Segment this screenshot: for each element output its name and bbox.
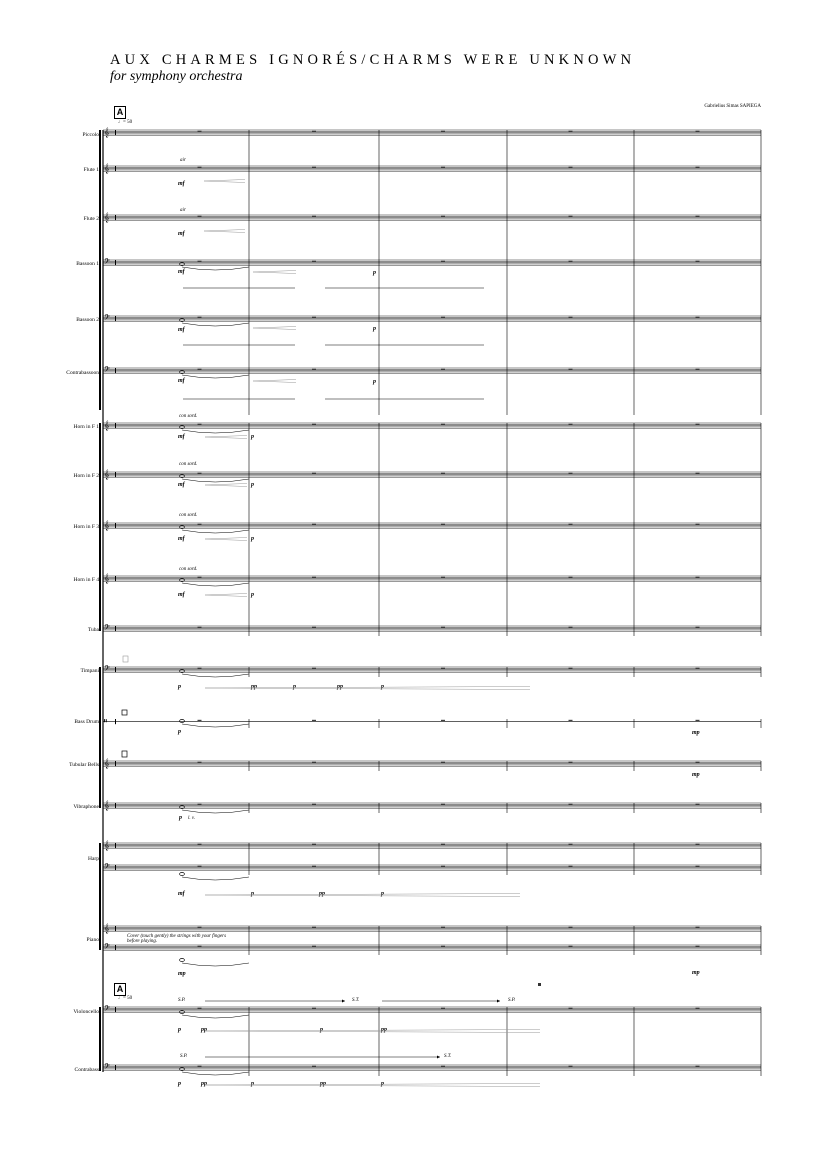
- tie-bass-drum: [182, 724, 249, 727]
- dynamic-bassoon-1: mf: [178, 269, 185, 275]
- dynamic-vibraphone: p: [179, 815, 182, 821]
- dynamic-timpani-1: p: [178, 684, 181, 690]
- instrument-label-contrabass: Contrabass: [74, 1067, 99, 1073]
- time-signature-contrabassoon: [115, 368, 116, 373]
- hairpin-horn-4: [205, 594, 247, 597]
- instrument-label-piano: Piano: [86, 937, 99, 943]
- clef-tuba: 𝄢: [104, 624, 110, 634]
- dynamic-tubular-bells: mp: [692, 772, 700, 778]
- technique-sp-cello-2: S.P.: [508, 998, 516, 1003]
- technique-st-contrabass: S.T.: [444, 1054, 452, 1059]
- dynamic-cello-1: p: [178, 1027, 181, 1033]
- tempo-marking-top: ♩= 50: [118, 120, 133, 125]
- clef-tubular-bells: 𝄞: [104, 759, 110, 769]
- hairpin-contrabass: [205, 1084, 540, 1087]
- instrument-label-bassoon-2: Bassoon 2: [76, 317, 99, 323]
- technique-transition-arrow: [342, 1000, 345, 1003]
- hairpin-horn-2: [205, 484, 247, 487]
- tie-bassoon-1: [182, 267, 249, 270]
- clef-piano-lower: 𝄢: [104, 943, 110, 953]
- time-signature-vibraphone: [115, 803, 116, 808]
- dynamic-piano: mp: [178, 971, 186, 977]
- instrument-label-tubular-bells: Tubular Bells: [69, 762, 99, 768]
- rehearsal-mark-strings: A: [114, 983, 126, 996]
- hairpin-harp: [205, 894, 520, 897]
- note-head-bass-drum: [180, 719, 185, 722]
- time-signature-violoncello: [115, 1007, 116, 1012]
- clef-vibraphone: 𝄞: [104, 801, 110, 811]
- time-signature-harp-upper: [115, 843, 116, 848]
- tie-violoncello: [182, 1015, 249, 1018]
- clef-bass-drum: 𝄥: [104, 717, 107, 727]
- dynamic-bass-drum: p: [178, 729, 181, 735]
- score-title: AUX CHARMES IGNORÉS/CHARMS WERE UNKNOWN: [110, 52, 636, 68]
- dynamic-harp-4: p: [381, 891, 384, 897]
- tie-contrabass: [182, 1072, 249, 1075]
- hairpin-violoncello: [205, 1030, 540, 1033]
- dynamic-contrabassoon: mf: [178, 378, 185, 384]
- dynamic-contrabassoon-end: p: [373, 379, 376, 385]
- hairpin-flute-1: [204, 180, 245, 183]
- technique-air-flute-1: air: [180, 158, 186, 163]
- technique-air-flute-2: air: [180, 208, 186, 213]
- clef-timpani: 𝄢: [104, 665, 110, 675]
- time-signature-horn-2: [115, 472, 116, 477]
- piano-pedal-release-icon: [538, 983, 541, 986]
- instrument-label-piccolo: Piccolo: [82, 132, 99, 138]
- dynamic-timpani-5: p: [381, 684, 384, 690]
- time-signature-tuba: [115, 626, 116, 631]
- time-signature-flute-2: [115, 215, 116, 220]
- technique-transition-arrow: [437, 1056, 440, 1059]
- hairpin-flute-2: [204, 230, 245, 233]
- dynamic-horn-2: mf: [178, 482, 185, 488]
- instrument-label-contrabassoon: Contrabassoon: [66, 370, 99, 376]
- dynamic-timpani-3: p: [293, 684, 296, 690]
- tie-horn-1: [182, 430, 249, 433]
- dynamic-cello-4: pp: [381, 1027, 387, 1033]
- instrument-label-horn-2: Horn in F 2: [73, 473, 99, 479]
- clef-horn-4: 𝄞: [104, 574, 110, 584]
- note-head-piano: [180, 958, 185, 961]
- note-head-harp: [180, 872, 185, 875]
- time-signature-flute-1: [115, 166, 116, 171]
- dynamic-horn-3-end: p: [251, 536, 254, 542]
- clef-harp-lower: 𝄢: [104, 863, 110, 873]
- time-signature-piano-upper: [115, 926, 116, 931]
- tie-horn-4: [182, 583, 249, 586]
- time-signature-tubular-bells: [115, 761, 116, 766]
- dynamic-bassoon-2: mf: [178, 327, 185, 333]
- instrument-label-harp: Harp: [88, 856, 99, 862]
- technique-con-sord-horn-3: con sord.: [179, 513, 198, 518]
- instrument-label-flute-1: Flute 1: [83, 167, 99, 173]
- dynamic-contrabass-3: p: [251, 1081, 254, 1087]
- dynamic-contrabass-1: p: [178, 1081, 181, 1087]
- time-signature-timpani: [115, 667, 116, 672]
- hairpin-horn-3: [205, 538, 247, 541]
- instrument-label-timpani: Timpani: [80, 668, 99, 674]
- instrument-label-vibraphone: Vibraphone: [73, 804, 99, 810]
- tie-horn-3: [182, 530, 249, 533]
- dynamic-horn-4-end: p: [251, 592, 254, 598]
- clef-flute-1: 𝄞: [104, 164, 110, 174]
- score-subtitle: for symphony orchestra: [110, 69, 243, 84]
- tie-piano: [182, 963, 249, 966]
- clef-flute-2: 𝄞: [104, 213, 110, 223]
- clef-horn-3: 𝄞: [104, 521, 110, 531]
- dynamic-horn-3: mf: [178, 536, 185, 542]
- dynamic-cello-2: pp: [201, 1027, 207, 1033]
- time-signature-horn-1: [115, 423, 116, 428]
- dynamic-horn-1-end: p: [251, 434, 254, 440]
- dynamic-contrabass-2: pp: [201, 1081, 207, 1087]
- time-signature-contrabass: [115, 1065, 116, 1070]
- technique-con-sord-horn-2: con sord.: [179, 462, 198, 467]
- dynamic-piano-end: mp: [692, 970, 700, 976]
- technique-transition-arrow: [497, 1000, 500, 1003]
- time-signature-horn-3: [115, 523, 116, 528]
- timpani-pedal-icon: [123, 656, 128, 662]
- dynamic-timpani-4: pp: [337, 684, 343, 690]
- time-signature-piccolo: [115, 130, 116, 135]
- technique-con-sord-horn-4: con sord.: [179, 567, 198, 572]
- dynamic-horn-1: mf: [178, 434, 185, 440]
- technique-sp-contrabass: S.P.: [180, 1054, 188, 1059]
- clef-harp-upper: 𝄞: [104, 841, 110, 851]
- dynamic-harp: mf: [178, 891, 185, 897]
- instrument-label-horn-3: Horn in F 3: [73, 524, 99, 530]
- composer-name: Gabrielius Simas SAPIEGA: [704, 104, 761, 109]
- dynamic-harp-3: pp: [319, 891, 325, 897]
- technique-lv-vibraphone: l. v.: [188, 816, 195, 821]
- dynamic-flute-2: mf: [178, 231, 185, 237]
- hairpin-horn-1: [205, 436, 247, 439]
- time-signature-bassoon-1: [115, 260, 116, 265]
- time-signature-bassoon-2: [115, 316, 116, 321]
- hairpin-timpani: [205, 687, 530, 690]
- tubular-bells-mallet-icon: [122, 751, 127, 757]
- rehearsal-mark-top: A: [114, 106, 126, 119]
- hairpin-contrabassoon: [253, 380, 296, 383]
- instrument-label-flute-2: Flute 2: [83, 216, 99, 222]
- tie-harp: [182, 877, 249, 880]
- bass-drum-mallet-icon: [122, 710, 127, 715]
- clef-piccolo: 𝄞: [104, 128, 110, 138]
- dynamic-contrabass-5: p: [381, 1081, 384, 1087]
- dynamic-flute-1: mf: [178, 181, 185, 187]
- instrument-label-bass-drum: Bass Drum: [74, 719, 99, 725]
- dynamic-horn-4: mf: [178, 592, 185, 598]
- clef-contrabass: 𝄢: [104, 1063, 110, 1073]
- time-signature-piano-lower: [115, 945, 116, 950]
- dynamic-timpani-2: pp: [251, 684, 257, 690]
- instrument-label-violoncello: Violoncello: [73, 1009, 99, 1015]
- dynamic-horn-2-end: p: [251, 482, 254, 488]
- hairpin-bassoon-1: [253, 271, 296, 274]
- clef-contrabassoon: 𝄢: [104, 366, 110, 376]
- tie-bassoon-2: [182, 323, 249, 326]
- clef-bassoon-2: 𝄢: [104, 314, 110, 324]
- dynamic-cello-3: p: [320, 1027, 323, 1033]
- tie-horn-2: [182, 479, 249, 482]
- clef-horn-2: 𝄞: [104, 470, 110, 480]
- dynamic-bass-drum-end: mp: [692, 730, 700, 736]
- tie-vibraphone: [182, 810, 249, 813]
- instrument-label-horn-1: Horn in F 1: [73, 424, 99, 430]
- technique-con-sord-horn-1: con sord.: [179, 414, 198, 419]
- instrument-label-bassoon-1: Bassoon 1: [76, 261, 99, 267]
- tie-contrabassoon: [182, 375, 249, 378]
- tie-timpani: [182, 674, 249, 677]
- dynamic-harp-2: p: [251, 891, 254, 897]
- technique-st-cello: S.T.: [352, 998, 360, 1003]
- piano-performance-note: Cover (touch gently) the strings with your fingers before playing.: [127, 934, 227, 944]
- dynamic-bassoon-1-end: p: [373, 270, 376, 276]
- clef-violoncello: 𝄢: [104, 1005, 110, 1015]
- dynamic-bassoon-2-end: p: [373, 326, 376, 332]
- technique-sp-cello-1: S.P.: [178, 998, 186, 1003]
- hairpin-bassoon-2: [253, 327, 296, 330]
- time-signature-bass-drum: [115, 719, 116, 724]
- time-signature-horn-4: [115, 576, 116, 581]
- time-signature-harp-lower: [115, 865, 116, 870]
- tempo-marking-strings: ♩= 50: [118, 996, 133, 1001]
- clef-piano-upper: 𝄞: [104, 924, 110, 934]
- clef-bassoon-1: 𝄢: [104, 258, 110, 268]
- instrument-label-tuba: Tuba: [87, 627, 99, 633]
- clef-horn-1: 𝄞: [104, 421, 110, 431]
- dynamic-contrabass-4: pp: [320, 1081, 326, 1087]
- instrument-label-horn-4: Horn in F 4: [73, 577, 99, 583]
